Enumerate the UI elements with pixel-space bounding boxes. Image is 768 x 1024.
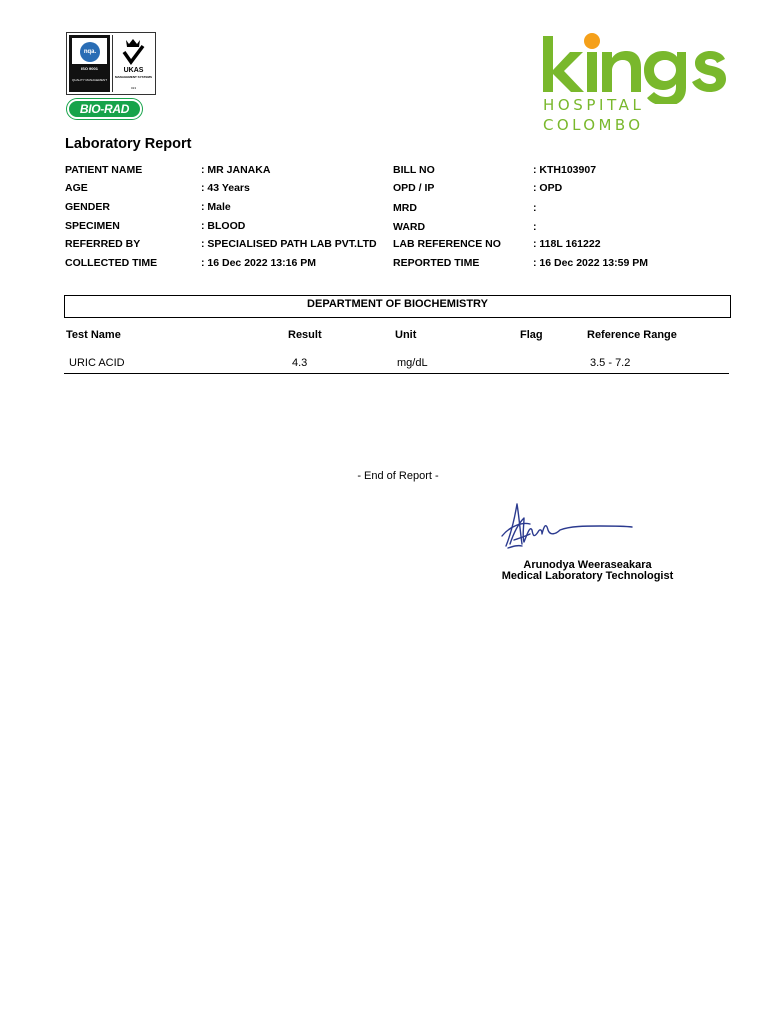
gender-label: GENDER [65, 201, 110, 213]
report-title: Laboratory Report [65, 136, 192, 152]
patient-name-value: : MR JANAKA [201, 164, 271, 176]
age-label: AGE [65, 182, 88, 194]
row-result: 4.3 [292, 357, 308, 369]
row-test-name: URIC ACID [69, 357, 125, 369]
quality-management-label: QUALITY MANAGEMENT [71, 78, 108, 82]
gender-value: : Male [201, 201, 231, 213]
header-unit: Unit [395, 329, 417, 341]
logo-orange-dot [584, 33, 600, 49]
opd-ip-label: OPD / IP [393, 182, 435, 194]
ward-value: : [533, 221, 537, 233]
ukas-number: 013 [130, 86, 136, 90]
iso-label: ISO 9001 [81, 66, 98, 71]
kings-hospital-logo [540, 24, 730, 104]
department-header [64, 295, 731, 318]
department-title: DEPARTMENT OF BIOCHEMISTRY [307, 298, 488, 310]
nqa-logo-icon: nqa. [80, 42, 100, 62]
signatory-role: Medical Laboratory Technologist [501, 570, 674, 582]
mrd-value: : [533, 202, 537, 214]
header-reference-range: Reference Range [587, 329, 677, 341]
lab-reference-value: : 118L 161222 [533, 238, 601, 250]
colombo-subtitle: COLOMBO [543, 116, 644, 134]
ukas-label: UKAS [123, 67, 144, 74]
row-reference-range: 3.5 - 7.2 [590, 357, 631, 369]
ward-label: WARD [393, 221, 426, 233]
ukas-certification-badge [112, 35, 153, 92]
collected-time-value: : 16 Dec 2022 13:16 PM [201, 257, 316, 269]
lab-reference-label: LAB REFERENCE NO [393, 238, 501, 250]
specimen-value: : BLOOD [201, 220, 246, 232]
mrd-label: MRD [393, 202, 417, 214]
bill-no-label: BILL NO [393, 164, 435, 176]
age-value: : 43 Years [201, 182, 250, 194]
certification-logos [66, 32, 156, 95]
specimen-label: SPECIMEN [65, 220, 120, 232]
patient-name-label: PATIENT NAME [65, 164, 143, 176]
end-of-report: - End of Report - [357, 470, 439, 482]
ukas-subtitle: MANAGEMENT SYSTEMS [114, 75, 152, 79]
opd-ip-value: : OPD [533, 182, 563, 194]
row-unit: mg/dL [397, 357, 428, 369]
table-bottom-rule [64, 373, 729, 374]
reported-time-value: : 16 Dec 2022 13:59 PM [533, 257, 648, 269]
referred-by-label: REFERRED BY [65, 238, 141, 250]
bill-no-value: : KTH103907 [533, 164, 597, 176]
header-result: Result [288, 329, 322, 341]
hospital-subtitle: HOSPITAL [543, 96, 645, 114]
crown-check-icon [121, 38, 145, 66]
iso-certification-badge [69, 35, 110, 92]
biorad-logo: BIO-RAD [67, 99, 142, 119]
collected-time-label: COLLECTED TIME [65, 257, 158, 269]
reported-time-label: REPORTED TIME [393, 257, 480, 269]
header-test-name: Test Name [66, 329, 121, 341]
header-flag: Flag [520, 329, 543, 341]
signatory-name: Arunodya Weeraseakara [523, 559, 652, 571]
signature-image [500, 496, 640, 552]
referred-by-value: : SPECIALISED PATH LAB PVT.LTD [201, 238, 377, 250]
